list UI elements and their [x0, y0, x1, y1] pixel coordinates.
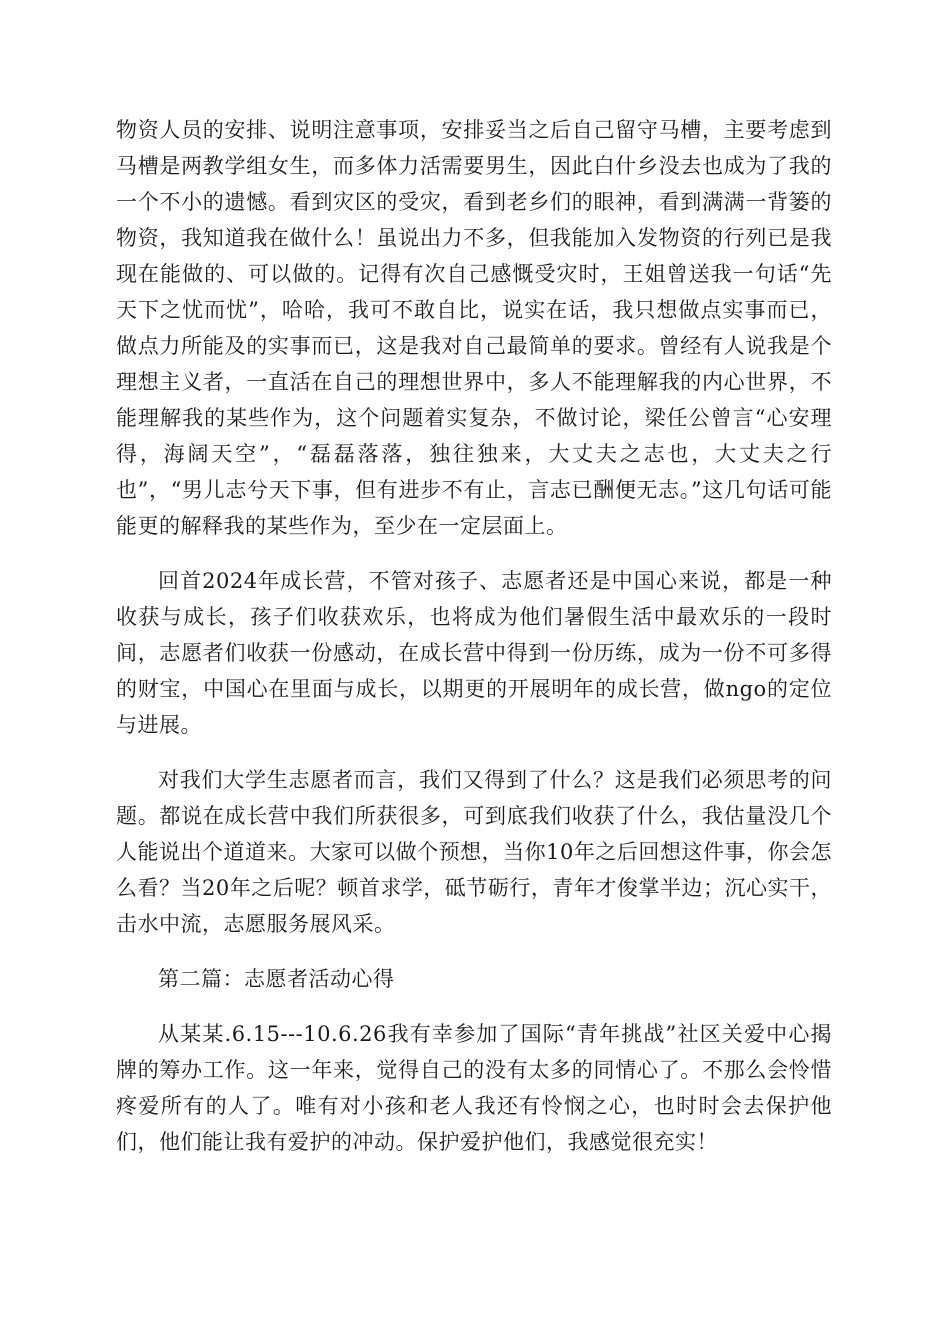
paragraph-continuation: 物资人员的安排、说明注意事项，安排妥当之后自己留守马槽，主要考虑到马槽是两教学组女生，而多体力活需要男生，因此白什乡没去也成为了我的一个不小的遗憾。看到灾区的受灾，看到老乡们的眼神，看到满满一背篓的物资，我知道我在做什么！虽说出力不多，但我能加入发物资的行列已是我现在能做的、可以做的。记得有次自己感慨受灾时，王姐曾送我一句话“先天下之忧而忧”，哈哈，我可不敢自比，说实在话，我只想做点实事而已，做点力所能及的实事而已，这是我对自己最简单的要求。曾经有人说我是个理想主义者，一直活在自己的理想世界中，多人不能理解我的内心世界，不能理解我的某些作为，这个问题着实复杂，不做讨论，梁任公曾言“心安理得，海阔天空”，“磊磊落落，独往独来，大丈夫之志也，大丈夫之行也”，“男儿志兮天下事，但有进步不有止，言志已酬便无志。”这几句话可能能更的解释我的某些作为，至少在一定层面上。	[116, 118, 832, 538]
paragraph-camp-review: 回首2024年成长营，不管对孩子、志愿者还是中国心来说，都是一种收获与成长，孩子们收获欢乐，也将成为他们暑假生活中最欢乐的一段时间，志愿者们收获一份感动，在成长营中得到一份历练，成为一份不可多得的财宝，中国心在里面与成长，以期更的开展明年的成长营，做ngo的定位与进展。	[116, 569, 832, 737]
document-body	[116, 112, 832, 1179]
paragraph-community-center: 从某某.6.15---10.6.26我有幸参加了国际“青年挑战”社区关爱中心揭牌的筹办工作。这一年来，觉得自己的没有太多的同情心了。不那么会怜惜疼爱所有的人了。唯有对小孩和老人我还有怜悯之心，也时时会去保护他们，他们能让我有爱护的冲动。保护爱护他们，我感觉很充实！	[116, 1022, 832, 1154]
section-heading: 第二篇：志愿者活动心得	[158, 967, 395, 991]
paragraph-volunteer-reflection: 对我们大学生志愿者而言，我们又得到了什么？这是我们必须思考的问题。都说在成长营中我们所获很多，可到底我们收获了什么，我估量没几个人能说出个道道来。大家可以做个预想，当你10年之后回想这件事，你会怎么看？当20年之后呢？顿首求学，砥节砺行，青年才俊掌半边；沉心实干，击水中流，志愿服务展风采。	[116, 768, 832, 936]
